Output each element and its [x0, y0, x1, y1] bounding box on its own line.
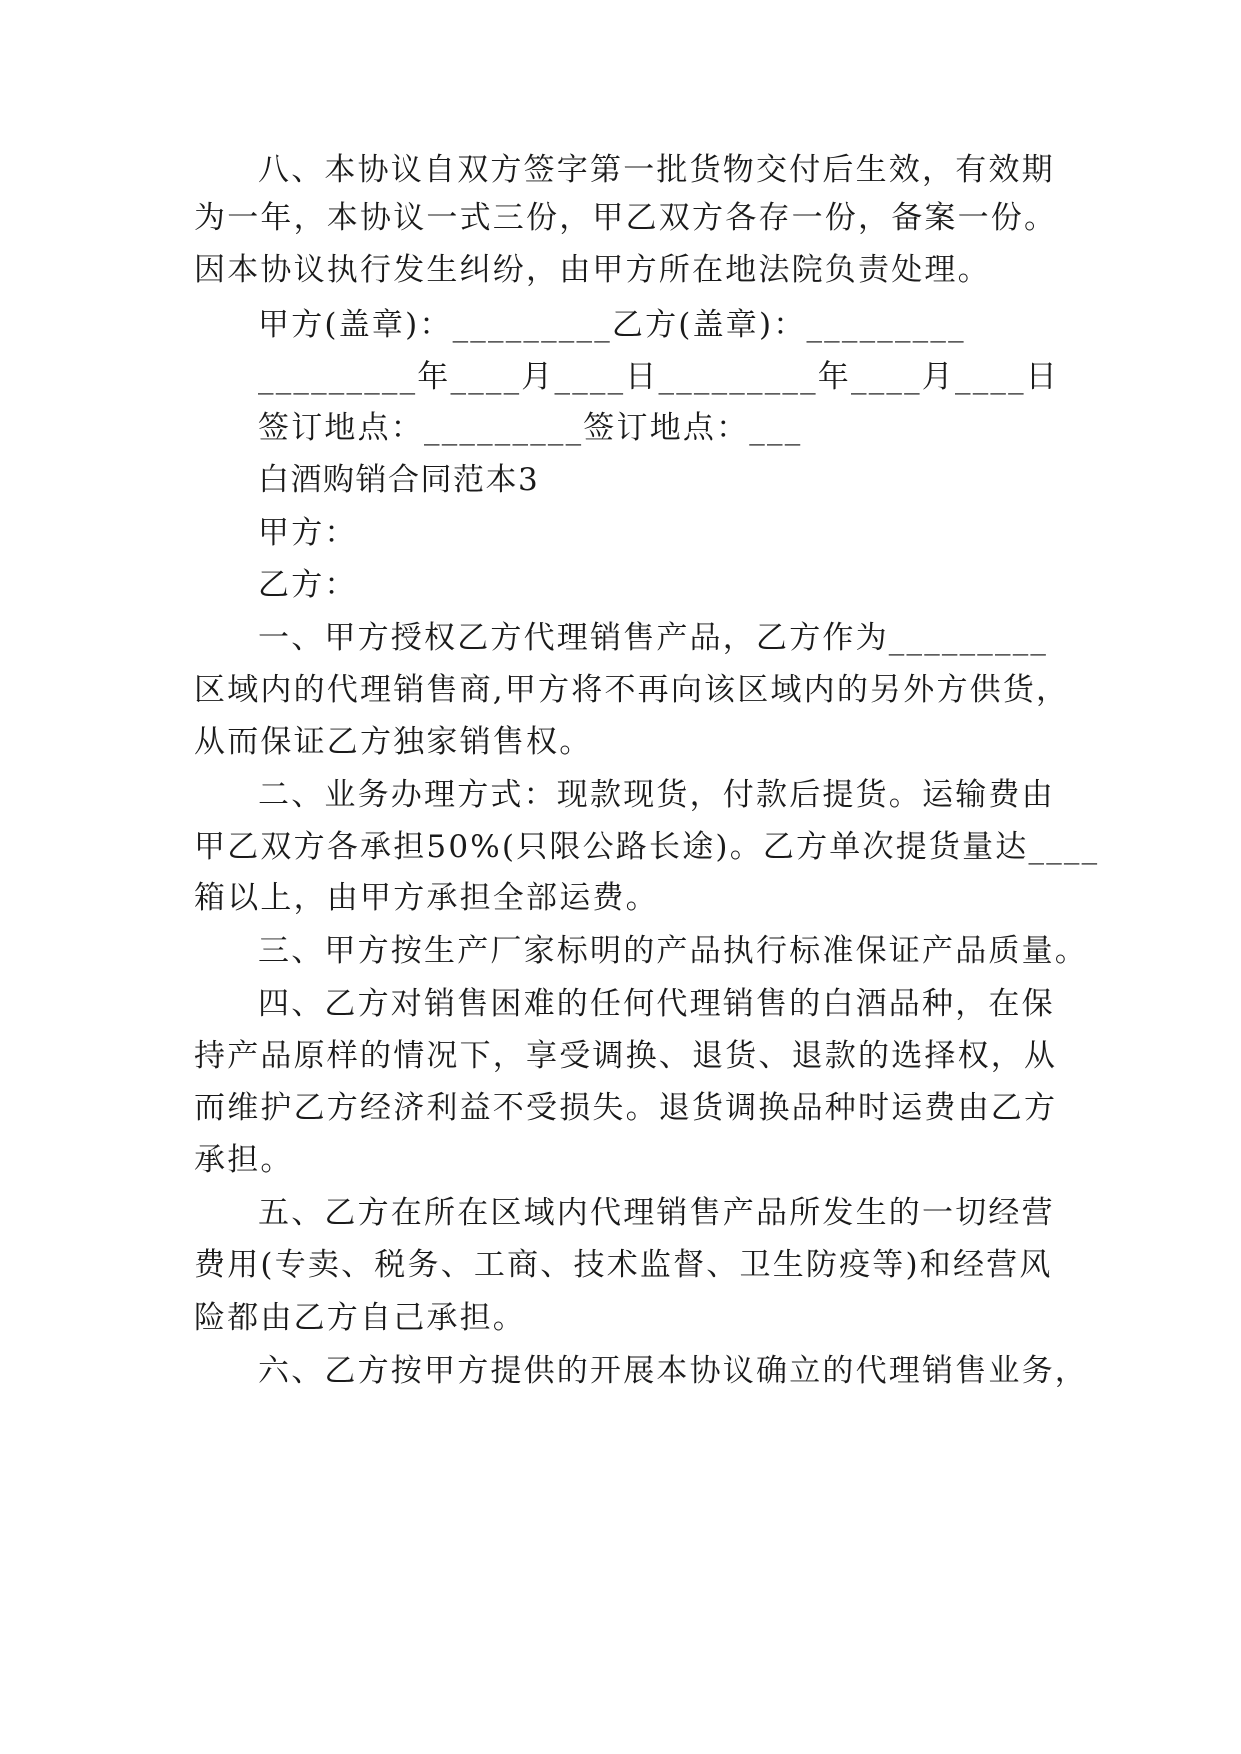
signature-seal-line: 甲方(盖章)：_________乙方(盖章)：_________ — [258, 307, 966, 343]
clause-5-line-1: 五、乙方在所在区域内代理销售产品所发生的一切经营 — [258, 1195, 1055, 1231]
clause-8-line-2: 为一年，本协议一式三份，甲乙双方各存一份，备案一份。 — [194, 200, 1058, 236]
clause-1-line-2: 区域内的代理销售商,甲方将不再向该区域内的另外方供货， — [194, 672, 1070, 708]
clause-8-line-1: 八、本协议自双方签字第一批货物交付后生效，有效期 — [258, 152, 1055, 188]
party-a-label: 甲方： — [258, 515, 358, 551]
clause-4-line-3: 而维护乙方经济利益不受损失。退货调换品种时运费由乙方 — [194, 1090, 1058, 1126]
signature-date-line: _________年____月____日_________年____月____日 — [258, 359, 1059, 395]
clause-1-line-1: 一、甲方授权乙方代理销售产品，乙方作为_________ — [258, 620, 1049, 656]
clause-5-line-2: 费用(专卖、税务、工商、技术监督、卫生防疫等)和经营风 — [194, 1247, 1053, 1283]
clause-4-line-4: 承担。 — [194, 1142, 294, 1178]
clause-3-line-1: 三、甲方按生产厂家标明的产品执行标准保证产品质量。 — [258, 933, 1088, 969]
clause-5-line-3: 险都由乙方自己承担。 — [194, 1300, 526, 1336]
signing-place-line: 签订地点：_________签订地点：___ — [258, 410, 803, 446]
clause-2-line-2: 甲乙双方各承担50%(只限公路长途)。乙方单次提货量达____ — [194, 829, 1100, 865]
clause-2-line-1: 二、业务办理方式：现款现货，付款后提货。运输费由 — [258, 777, 1055, 813]
clause-8-line-3: 因本协议执行发生纠纷，由甲方所在地法院负责处理。 — [194, 252, 991, 288]
clause-4-line-1: 四、乙方对销售困难的任何代理销售的白酒品种，在保 — [258, 986, 1055, 1022]
contract-title: 白酒购销合同范本3 — [258, 462, 540, 498]
clause-2-line-3: 箱以上，由甲方承担全部运费。 — [194, 880, 659, 916]
party-b-label: 乙方： — [258, 567, 358, 603]
clause-1-line-3: 从而保证乙方独家销售权。 — [194, 724, 593, 760]
clause-6-line-1: 六、乙方按甲方提供的开展本协议确立的代理销售业务， — [258, 1353, 1088, 1389]
clause-4-line-2: 持产品原样的情况下，享受调换、退货、退款的选择权，从 — [194, 1038, 1058, 1074]
